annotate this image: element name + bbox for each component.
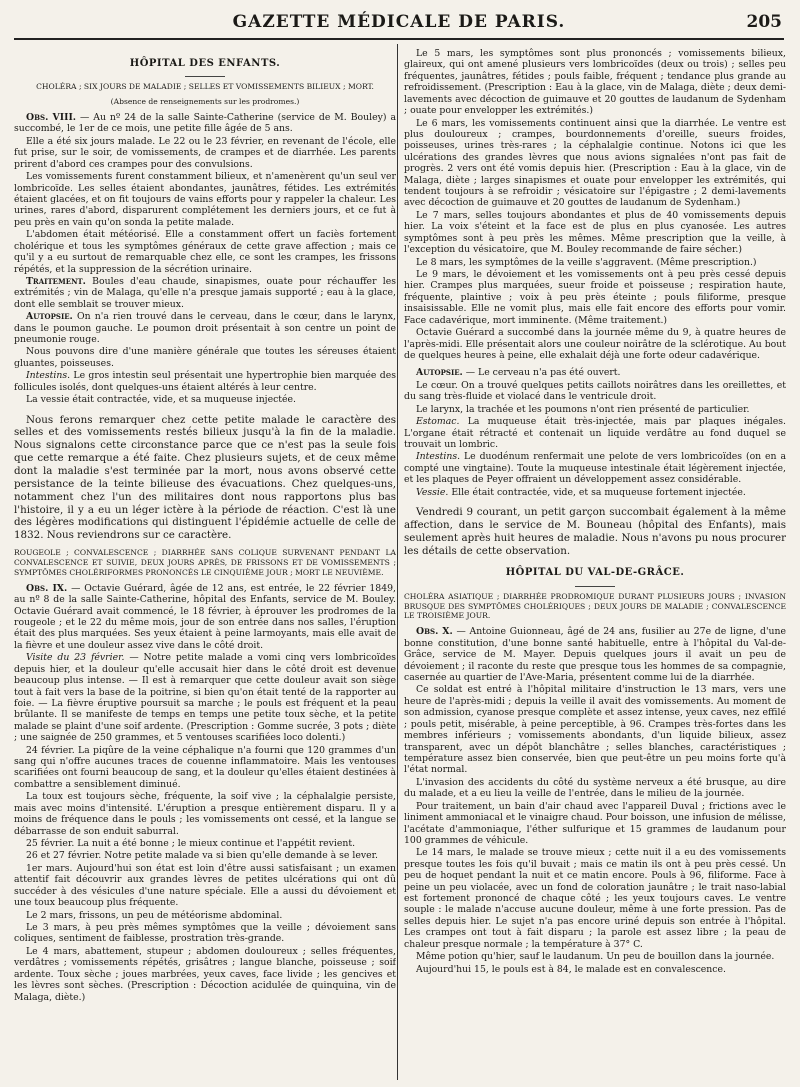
- autopsy-paragraph: [404, 367, 786, 378]
- case-summary: CHOLÉRA ASIATIQUE ; DIARRHÉE PRODROMIQUE DURANT PLUSIEURS JOURS ; INVASION BRUSQUE DES SYMPTÔMES CHOLÉRIQUES ; DEUX JOURS DE MALADIE ; CONVALESCENCE LE TROISIÈME JOUR.: [404, 591, 786, 621]
- autopsy-text: On n'a rien trouvé dans le cerveau, dans le cœur, dans le larynx, dans le poumon gauche. Le poumon droit présentait à son centre un point de pneumonie rouge.: [14, 311, 396, 346]
- paragraph: Le 7 mars, selles toujours abondantes et plus de 40 vomissements depuis hier. La voix s'éteint et la face est de plus en plus cyanosée. Les autres symptômes sont à peu près les mêmes. Même prescription que la veille, à l'exception du vésicatoire, que M. Bouley recommande de faire sécher.): [404, 209, 786, 256]
- case-summary-note: (Absence de renseignements sur les prodromes.): [110, 97, 300, 107]
- paragraph: La toux est toujours sèche, fréquente, la soif vive ; la céphalalgie persiste, mais avec moins d'intensité. L'éruption a presque entièrement disparu. Il y a moins de fréquence dans le pouls ; les vomissements ont cessé, et la langue se débarrasse de son enduit saburral.: [14, 791, 396, 837]
- stomach-paragraph: [404, 416, 786, 450]
- case-summary: CHOLÉRA ; SIX JOURS DE MALADIE ; SELLES ET VOMISSEMENTS BILIEUX ; MORT.: [36, 82, 374, 92]
- heading-rule: [575, 586, 615, 587]
- paragraph: Le 5 mars, les symptômes sont plus prononcés ; vomissements bilieux, glaireux, qui ont amené plusieurs vers lombricoïdes (deux ou trois) ; selles peu fréquentes, jaunâtres, fétides ; pouls faible, fréquent ; tendance plus grande au refroidissement. (Prescription : Eau à la glace, vin de Malaga, diète ; deux demi-lavements avec décoction de guimauve et 20 gouttes de laudanum de Sydenham ; ouate pour envelopper les extrémités.): [404, 48, 786, 117]
- paragraph: 25 février. La nuit a été bonne ; le mieux continue et l'appétit revient.: [26, 838, 356, 850]
- paragraph: Le 14 mars, le malade se trouve mieux ; cette nuit il a eu des vomissements presque toutes les fois qu'il buvait ; mais ce matin ils ont à peu près cessé. Un peu de hoquet pendant la nuit et ce matin encore. Pouls à 96, filiforme. Face à peine un peu violacée, avec un fond de coloration jaunâtre ; le trait naso-labial est fortement prononcé de chaque côté ; les yeux toujours caves. Le ventre souple : le malade n'accuse aucune douleur, même à une forte pression. Pas de selles depuis hier. Le sujet n'a pas encore uriné depuis son entrée à l'hôpital. Les crampes ont tout à fait disparu ; la parole est assez libre ; la peau de chaleur presque normale ; la température à 37° C.: [404, 847, 786, 950]
- paragraph: Nous pouvons dire d'une manière générale que toutes les séreuses étaient gluantes, poisseuses.: [14, 346, 396, 369]
- bladder-paragraph: [404, 487, 786, 498]
- observation-label: Obs. IX.: [26, 582, 68, 594]
- intestines-label: Intestins.: [26, 370, 71, 382]
- intestines-label: Intestins.: [416, 451, 461, 463]
- paragraph: Pour traitement, un bain d'air chaud avec l'appareil Duval ; frictions avec le liniment ammoniacal et le vinaigre chaud. Pour boisson, une infusion de mélisse, l'acétate d'ammoniaque, l'éther sulfurique et 15 grammes de laudanum pour 100 grammes de véhicule.: [404, 800, 786, 846]
- section-heading: HÔPITAL DES ENFANTS.: [129, 58, 281, 69]
- paragraph: Même potion qu'hier, sauf le laudanum. Un peu de bouillon dans la journée.: [416, 951, 775, 963]
- editorial-remark: Vendredi 9 courant, un petit garçon succombait également à la même affection, dans le service de M. Bouneau (hôpital des Enfants), mais seulement après huit heures de maladie. Nous n'avons pu nous procurer les détails de cette observation.: [404, 506, 786, 557]
- stomach-label: Estomac.: [416, 416, 460, 428]
- paragraph: 26 et 27 février. Notre petite malade va si bien qu'elle demande à se lever.: [26, 850, 378, 862]
- observation-paragraph: [404, 626, 786, 683]
- observation-text: — Octavie Guérard, âgée de 12 ans, est entrée, le 22 février 1849, au nº 8 de la salle Sainte-Catherine, hôpital des Enfants, service de M. Bouley. Octavie Guérard avait commencé, le 18 février, à éprouver les prodromes de la rougeole ; et le 22 du même mois, jour de son entrée dans nos salles, l'éruption était des plus marquées. Ses yeux étaient à peine larmoyants, mais elle avait de la fièvre et une douleur assez vive dans le côté droit.: [14, 582, 396, 651]
- treatment-text: Boules d'eau chaude, sinapismes, ouate pour réchauffer les extrémités ; vin de Malaga, qu'elle n'a presque jamais supporté ; eau à la glace, dont elle semblait se trouver mieux.: [14, 275, 396, 310]
- bladder-text: Elle était contractée, vide, et sa muqueuse fortement injectée.: [451, 486, 746, 498]
- visit-label: Visite du 23 février.: [26, 652, 125, 664]
- paragraph: L'invasion des accidents du côté du système nerveux a été brusque, au dire du malade, et a eu lieu la veille de l'entrée, dans le milieu de la journée.: [404, 776, 786, 800]
- observation-label: Obs. X.: [416, 626, 453, 638]
- autopsy-label: Autopsie.: [416, 367, 463, 379]
- treatment-paragraph: [14, 276, 396, 310]
- intestines-paragraph: [404, 451, 786, 485]
- paragraph: 24 février. La piqûre de la veine céphalique n'a fourni que 120 grammes d'un sang qui n'offre aucunes traces de couenne inflammatoire. Mais les ventouses scarifiées ont fourni beaucoup de sang, et la douleur qu'elles étaient destinées à combattre a sensiblement diminué.: [14, 744, 396, 790]
- treatment-label: Traitement.: [26, 275, 86, 287]
- intestines-text: Le gros intestin seul présentait une hypertrophie bien marquée des follicules isolés, dont quelques-uns étaient altérés à leur centre.: [14, 370, 396, 393]
- section-heading: HÔPITAL DU VAL-DE-GRÂCE.: [505, 567, 685, 579]
- paragraph: Elle a été six jours malade. Le 22 ou le 23 février, en revenant de l'école, elle fut prise, sur le soir, de vomissements, de crampes et de diarrhée. Les parents prirent d'abord ces crampes pour des convulsions.: [14, 135, 396, 170]
- paragraph: Le 3 mars, à peu près mêmes symptômes que la veille ; dévoiement sans coliques, sentiment de faiblesse, prostration très-grande.: [14, 921, 396, 945]
- paragraph: Le 2 mars, frissons, un peu de météorisme abdominal.: [26, 909, 283, 921]
- observation-paragraph: [14, 112, 396, 135]
- column-divider: [397, 44, 398, 1080]
- paragraph: Le 8 mars, les symptômes de la veille s'aggravent. (Même prescription.): [416, 256, 757, 268]
- case-summary: ROUGEOLE ; CONVALESCENCE ; DIARRHÉE SANS COLIQUE SURVENANT PENDANT LA CONVALESCENCE ET SUIVIE, DEUX JOURS APRÈS, DE FRISSONS ET DE VOMISSEMENTS ; SYMPTÔMES CHOLÉRIFORMES PRONONCÉS LE CINQUIÈME JOUR ; MORT LE NEUVIÈME.: [14, 548, 396, 577]
- intestines-text: Le duodénum renfermait une pelote de vers lombricoïdes (on en a compté une vingtaine). Toute la muqueuse intestinale était légèrement injectée, et les plaques de Peyer offraient un développement assez considérable.: [404, 451, 786, 486]
- paragraph: Le 9 mars, le dévoiement et les vomissements ont à peu près cessé depuis hier. Crampes plus marquées, sueur froide et poisseuse ; respiration haute, fréquente, plaintive ; voix à peu près éteinte ; pouls filiforme, presque insaisissable. Elle ne vomit plus, mais elle fait encore des efforts pour vomir. Face cadavérique, mort imminente. (Même traitement.): [404, 269, 786, 326]
- paragraph: Le cœur. On a trouvé quelques petits caillots noirâtres dans les oreillettes, et du sang très-fluide et violacé dans le ventricule droit.: [404, 379, 786, 403]
- paragraph: Le 4 mars, abattement, stupeur ; abdomen douloureux ; selles fréquentes, verdâtres ; vomissements répétés, grisâtres ; langue blanche, poisseuse ; soif ardente. Toux sèche ; joues marbrées, yeux caves, face livide ; les gencives et les lèvres sont sèches. (Prescription : Décoction acidulée de quinquina, vin de Malaga, diète.): [14, 945, 396, 1003]
- autopsy-paragraph: [14, 311, 396, 345]
- paragraph: Ce soldat est entré à l'hôpital militaire d'instruction le 13 mars, vers une heure de l'après-midi ; depuis la veille il avait des vomissements. Au moment de son admission, cyanose presque complète et assez intense, yeux caves, nez effilé ; pouls petit, misérable, à peine perceptible, à 96. Crampes très-fortes dans les membres inférieurs ; vomissements abondants, d'un liquide bilieux, assez transparent, avec un dépôt blanchâtre ; selles blanches, caractéristiques ; température assez bien conservée, bien que peut-être un peu moins forte qu'à l'état normal.: [404, 684, 786, 776]
- paragraph: Le larynx, la trachée et les poumons n'ont rien présenté de particulier.: [416, 403, 750, 415]
- right-column: [404, 48, 786, 1080]
- editorial-remark: Nous ferons remarquer chez cette petite malade le caractère des selles et des vomissements restés bilieux jusqu'à la fin de la maladie. Nous signalons cette circonstance parce que ce n'est pas la seule fois que cette remarque a été faite. Chez plusieurs sujets, et de ceux même dont la maladie s'est terminée par la mort, nous avons observé cette persistance de la teinte bilieuse des évacuations. Chez quelques-uns, notamment chez l'un des militaires dont nous rapportons plus bas l'histoire, il y a eu un léger ictère à la période de réaction. C'est là une des légères modifications qui distinguent l'épidémie actuelle de celle de 1832. Nous reviendrons sur ce caractère.: [14, 413, 396, 542]
- autopsy-label: Autopsie.: [26, 311, 73, 323]
- page-header: [14, 8, 784, 40]
- visit-text: — Notre petite malade a vomi cinq vers lombricoïdes depuis hier, et la douleur qu'elle accusait hier dans le côté droit est devenue beaucoup plus intense. — Il est à remarquer que cette douleur avait son siège tout à fait vers la base de la poitrine, si bien qu'on était tenté de la rapporter au foie. — La fièvre éruptive poursuit sa marche ; le pouls est fréquent et la peau brûlante. Il se manifeste de temps en temps une petite toux sèche, et la petite malade se plaint d'une soif ardente. (Prescription : Gomme sucrée, 3 pots ; diète ; une saignée de 250 grammes, et 5 ventouses scarifiées loco dolenti.): [14, 652, 396, 744]
- bladder-label: Vessie.: [416, 486, 449, 498]
- intestines-paragraph: [14, 370, 396, 393]
- paragraph: La vessie était contractée, vide, et sa muqueuse injectée.: [26, 394, 296, 406]
- paragraph: Le 6 mars, les vomissements continuent ainsi que la diarrhée. Le ventre est plus douloureux ; crampes, bourdonnements d'oreille, sueurs froides, poisseuses, urines très-rares ; la céphalalgie continue. Notons ici que les ulcérations des grandes lèvres que nous avions signalées n'ont pas fait de progrès. 2 vers ont été vomis depuis hier. (Prescription : Eau à la glace, vin de Malaga, diète ; larges sinapismes et ouate pour envelopper les extrémités, qui tendent toujours à se refroidir ; vésicatoire sur l'épigastre ; 2 demi-lavements avec décoction de guimauve et 20 gouttes de laudanum de Sydenham.): [404, 117, 786, 209]
- observation-label: Obs. VIII.: [26, 112, 77, 124]
- observation-text: — Au nº 24 de la salle Sainte-Catherine (service de M. Bouley) a succombé, le 1er de ce mois, une petite fille âgée de 5 ans.: [14, 112, 396, 135]
- journal-title: GAZETTE MÉDICALE DE PARIS.: [232, 12, 566, 32]
- autopsy-text: — Le cerveau n'a pas été ouvert.: [465, 367, 621, 379]
- heading-rule: [185, 76, 225, 77]
- paragraph: 1er mars. Aujourd'hui son état est loin d'être aussi satisfaisant ; un examen attentif fait découvrir aux grandes lèvres de petites ulcérations qui ont dû succéder à des vésicules d'une nature spéciale. Elle a aussi du dévoiement et une toux beaucoup plus fréquente.: [14, 862, 396, 909]
- stomach-text: La muqueuse était très-injectée, mais par plaques inégales. L'organe était rétracté et contenait un liquide verdâtre au fond duquel se trouvait un lombric.: [404, 416, 786, 450]
- observation-paragraph: [14, 583, 396, 652]
- page-number: 205: [746, 12, 782, 32]
- paragraph: Les vomissements furent constamment bilieux, et n'amenèrent qu'un seul ver lombricoïde. Les selles étaient abondantes, jaunâtres, fétides. Les extrémités étaient glacées, et on fit toujours de vains efforts pour y rappeler la chaleur. Les urines, rares d'abord, disparurent complétement les derniers jours, et ce fut à peu près en vain qu'on sonda la petite malade.: [14, 171, 396, 228]
- visit-paragraph: [14, 652, 396, 743]
- observation-text: — Antoine Guionneau, âgé de 24 ans, fusilier au 27e de ligne, d'une bonne constitution, d'une bonne santé habituelle, entre à l'hôpital du Val-de-Grâce, service de M. Mayer. Depuis quelques jours il avait un peu de dévoiement ; il raconte du reste que presque tous les hommes de sa compagnie, casernée au quartier de l'Ave-Maria, présentent comme lui de la diarrhée.: [404, 626, 786, 684]
- left-column: [14, 48, 396, 1080]
- paragraph: L'abdomen était météorisé. Elle a constamment offert un faciès fortement cholérique et tous les symptômes généraux de cette grave affection ; mais ce qu'il y a eu surtout de remarquable chez elle, ce sont les crampes, les frissons répétés, et la suppression de la sécrétion urinaire.: [14, 229, 396, 275]
- paragraph: Octavie Guérard a succombé dans la journée même du 9, à quatre heures de l'après-midi. Elle présentait alors une couleur noirâtre de la sclérotique. Au bout de quelques heures à peine, elle exhalait déjà une forte odeur cadavérique.: [404, 327, 786, 361]
- paragraph: Aujourd'hui 15, le pouls est à 84, le malade est en convalescence.: [416, 963, 726, 975]
